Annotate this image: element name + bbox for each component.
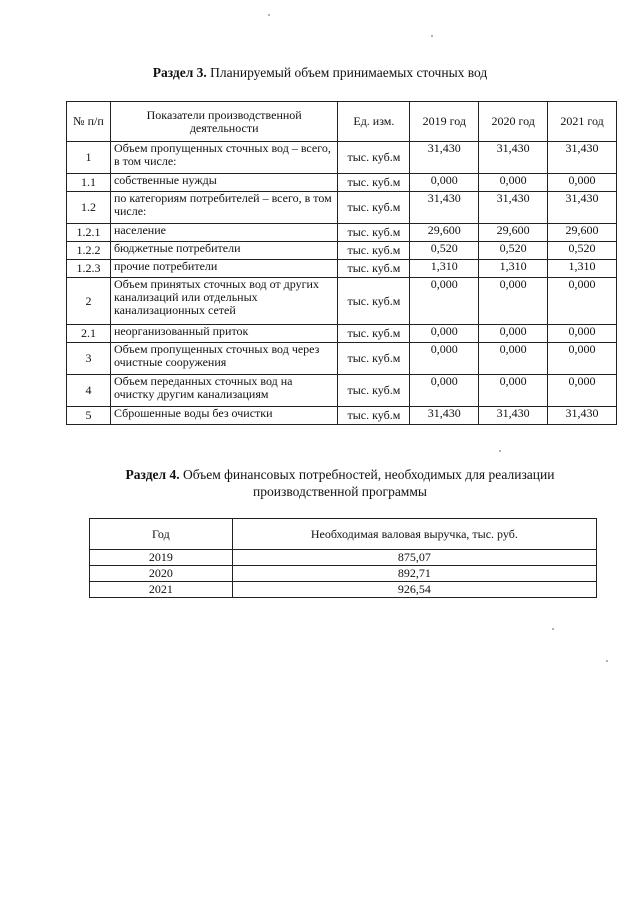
row-unit: тыс. куб.м — [338, 278, 410, 325]
row-value-2020: 0,520 — [479, 242, 548, 260]
section3-title: Планируемый объем принимаемых сточных вод — [210, 65, 488, 80]
section3-heading — [0, 64, 640, 81]
row-unit: тыс. куб.м — [338, 343, 410, 375]
row-num: 1.2.2 — [67, 242, 111, 260]
table-row — [67, 325, 617, 343]
section4-title: Объем финансовых потребностей, необходимых для реализации производственной программы — [182, 467, 555, 499]
row-unit: тыс. куб.м — [338, 174, 410, 192]
row-indicator: Объем пропущенных сточных вод – всего, в том числе: — [110, 142, 337, 174]
row-value-2019: 31,430 — [410, 192, 479, 224]
header-unit: Ед. изм. — [338, 102, 410, 142]
row-value-2021: 31,430 — [548, 142, 617, 174]
row-value-2021: 29,600 — [548, 224, 617, 242]
row-indicator: Сброшенные воды без очистки — [110, 407, 337, 425]
table-row — [67, 260, 617, 278]
row-unit: тыс. куб.м — [338, 224, 410, 242]
row-indicator: Объем переданных сточных вод на очистку другим канализациям — [110, 375, 337, 407]
row-year: 2021 — [90, 582, 233, 598]
row-num: 5 — [67, 407, 111, 425]
header-indicator: Показатели производственной деятельности — [110, 102, 337, 142]
row-revenue: 875,07 — [232, 550, 596, 566]
row-value-2021: 1,310 — [548, 260, 617, 278]
row-indicator: Объем пропущенных сточных вод через очистные сооружения — [110, 343, 337, 375]
row-value-2019: 0,000 — [410, 174, 479, 192]
header-revenue: Необходимая валовая выручка, тыс. руб. — [232, 519, 596, 550]
row-value-2021: 0,000 — [548, 278, 617, 325]
row-value-2019: 0,000 — [410, 375, 479, 407]
table-header-row — [90, 519, 597, 550]
row-value-2021: 0,000 — [548, 375, 617, 407]
table-row — [67, 278, 617, 325]
row-value-2019: 1,310 — [410, 260, 479, 278]
row-indicator: собственные нужды — [110, 174, 337, 192]
row-value-2020: 0,000 — [479, 325, 548, 343]
scan-speck — [268, 14, 270, 16]
row-num: 2.1 — [67, 325, 111, 343]
scan-speck — [499, 450, 501, 452]
row-unit: тыс. куб.м — [338, 325, 410, 343]
row-unit: тыс. куб.м — [338, 407, 410, 425]
row-value-2019: 31,430 — [410, 142, 479, 174]
row-num: 1.2 — [67, 192, 111, 224]
section3-label: Раздел 3. — [152, 65, 207, 80]
row-indicator: по категориям потребителей – всего, в том числе: — [110, 192, 337, 224]
section4-label: Раздел 4. — [125, 467, 180, 482]
row-value-2021: 31,430 — [548, 192, 617, 224]
row-value-2021: 0,000 — [548, 343, 617, 375]
row-value-2020: 31,430 — [479, 192, 548, 224]
row-value-2020: 0,000 — [479, 278, 548, 325]
row-value-2020: 31,430 — [479, 407, 548, 425]
row-value-2019: 0,520 — [410, 242, 479, 260]
row-num: 2 — [67, 278, 111, 325]
header-year: Год — [90, 519, 233, 550]
table-row — [67, 192, 617, 224]
row-indicator: прочие потребители — [110, 260, 337, 278]
row-num: 1.1 — [67, 174, 111, 192]
table-row — [67, 343, 617, 375]
header-num: № п/п — [67, 102, 111, 142]
table-row — [90, 566, 597, 582]
row-value-2019: 0,000 — [410, 278, 479, 325]
table-row — [67, 142, 617, 174]
row-value-2019: 31,430 — [410, 407, 479, 425]
row-value-2019: 0,000 — [410, 343, 479, 375]
row-value-2020: 0,000 — [479, 343, 548, 375]
table-row — [67, 375, 617, 407]
row-indicator: неорганизованный приток — [110, 325, 337, 343]
section4-heading — [80, 466, 600, 500]
row-indicator: бюджетные потребители — [110, 242, 337, 260]
table-row — [90, 582, 597, 598]
row-unit: тыс. куб.м — [338, 242, 410, 260]
row-num: 1.2.1 — [67, 224, 111, 242]
scan-speck — [606, 660, 608, 662]
row-value-2020: 0,000 — [479, 174, 548, 192]
row-unit: тыс. куб.м — [338, 142, 410, 174]
table-row — [67, 174, 617, 192]
row-num: 3 — [67, 343, 111, 375]
row-year: 2020 — [90, 566, 233, 582]
row-value-2021: 0,000 — [548, 174, 617, 192]
row-value-2019: 29,600 — [410, 224, 479, 242]
scan-speck — [552, 628, 554, 630]
header-2021: 2021 год — [548, 102, 617, 142]
financial-needs-table — [89, 518, 597, 598]
table-row — [67, 224, 617, 242]
row-value-2020: 31,430 — [479, 142, 548, 174]
row-num: 4 — [67, 375, 111, 407]
row-revenue: 926,54 — [232, 582, 596, 598]
sewage-volume-table — [66, 101, 617, 425]
row-value-2020: 1,310 — [479, 260, 548, 278]
row-value-2021: 31,430 — [548, 407, 617, 425]
header-2019: 2019 год — [410, 102, 479, 142]
row-num: 1.2.3 — [67, 260, 111, 278]
header-2020: 2020 год — [479, 102, 548, 142]
table-row — [67, 242, 617, 260]
row-unit: тыс. куб.м — [338, 260, 410, 278]
row-indicator: население — [110, 224, 337, 242]
row-unit: тыс. куб.м — [338, 192, 410, 224]
table-row — [67, 407, 617, 425]
row-value-2020: 0,000 — [479, 375, 548, 407]
row-value-2021: 0,000 — [548, 325, 617, 343]
row-unit: тыс. куб.м — [338, 375, 410, 407]
row-num: 1 — [67, 142, 111, 174]
row-value-2020: 29,600 — [479, 224, 548, 242]
row-year: 2019 — [90, 550, 233, 566]
table-row — [90, 550, 597, 566]
row-value-2021: 0,520 — [548, 242, 617, 260]
row-revenue: 892,71 — [232, 566, 596, 582]
table-header-row — [67, 102, 617, 142]
row-value-2019: 0,000 — [410, 325, 479, 343]
row-indicator: Объем принятых сточных вод от других канализаций или отдельных канализационных сетей — [110, 278, 337, 325]
scan-speck — [431, 35, 433, 37]
